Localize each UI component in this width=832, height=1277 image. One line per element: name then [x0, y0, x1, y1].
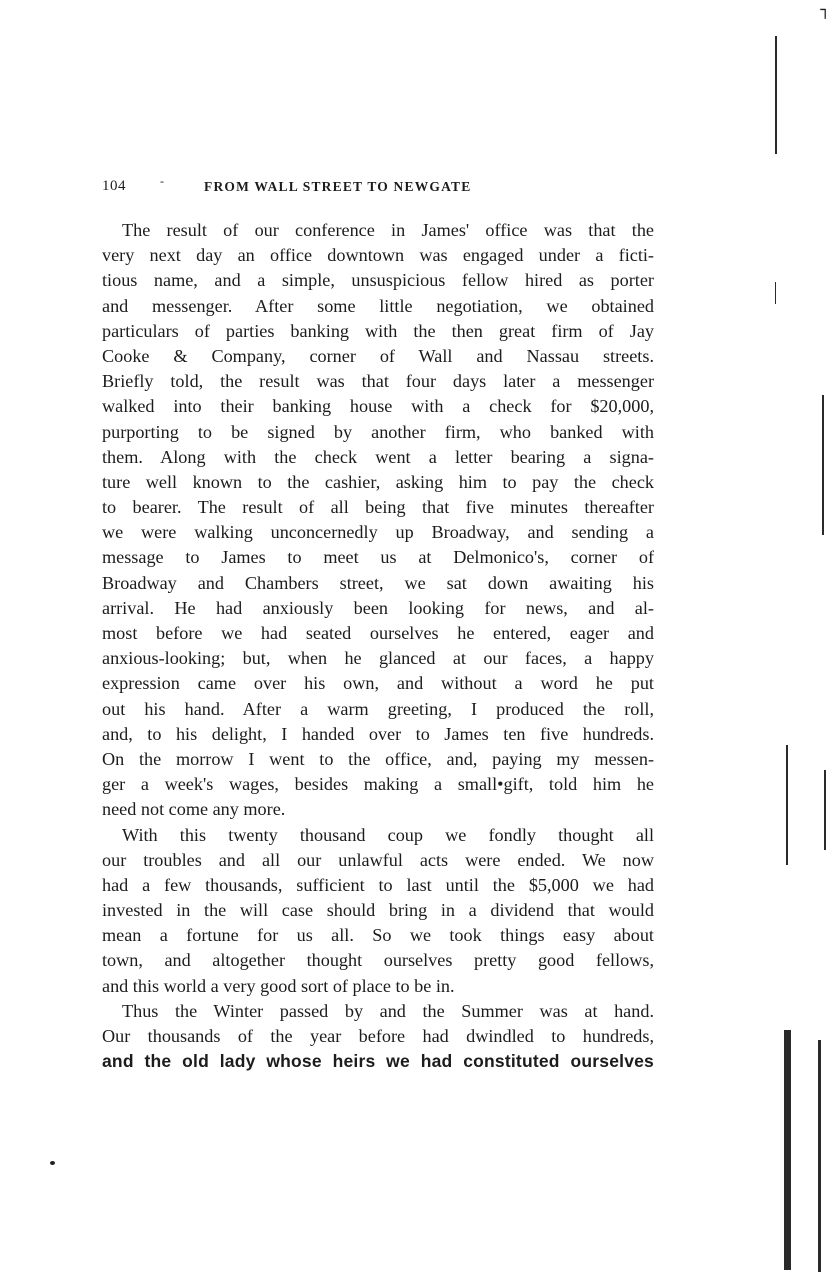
text-line: message to James to meet us at Delmonico's, corner of [102, 547, 654, 568]
binding-edge-line [775, 36, 777, 154]
binding-edge-line [784, 1030, 791, 1270]
page-header [102, 174, 654, 200]
header-mark: - [160, 174, 164, 188]
scan-speck [50, 1161, 55, 1165]
text-line: and the old lady whose heirs we had constituted ourselves [102, 1051, 654, 1072]
page-number: 104 [102, 178, 126, 194]
binding-edge-line [824, 770, 826, 850]
text-line: to bearer. The result of all being that five minutes thereafter [102, 497, 654, 518]
text-line: invested in the will case should bring in a dividend that would [102, 900, 654, 921]
text-line: arrival. He had anxiously been looking for news, and al- [102, 597, 654, 618]
text-line: need not come any more. [102, 799, 286, 820]
text-line: and, to his delight, I handed over to James ten five hundreds. [102, 723, 654, 744]
text-line: With this twenty thousand coup we fondly thought all [122, 824, 654, 845]
text-line: and this world a very good sort of place to be in. [102, 975, 455, 996]
text-line: particulars of parties banking with the then great firm of Jay [102, 320, 654, 341]
text-line: our troubles and all our unlawful acts were ended. We now [102, 849, 654, 870]
text-line: mean a fortune for us all. So we took things easy about [102, 925, 654, 946]
text-line: town, and altogether thought ourselves pretty good fellows, [102, 950, 654, 971]
binding-edge-line [822, 395, 824, 535]
binding-edge-line [818, 1040, 821, 1272]
body-text [102, 218, 654, 1074]
text-line: Cooke & Company, corner of Wall and Nassau streets. [102, 345, 654, 366]
text-line: very next day an office downtown was engaged under a ficti- [102, 245, 654, 266]
text-line: most before we had seated ourselves he entered, eager and [102, 623, 654, 643]
text-line: had a few thousands, sufficient to last until the $5,000 we had [102, 874, 654, 895]
text-line: walked into their banking house with a check for $20,000, [102, 396, 654, 417]
text-line: Our thousands of the year before had dwindled to hundreds, [102, 1026, 654, 1046]
text-line: The result of our conference in James' office was that the [122, 220, 654, 240]
text-line: Thus the Winter passed by and the Summer was at hand. [122, 1000, 654, 1021]
text-line: expression came over his own, and without a word he put [102, 673, 654, 694]
text-line: tious name, and a simple, unsuspicious fellow hired as porter [102, 270, 654, 291]
text-line: Broadway and Chambers street, we sat down awaiting his [102, 572, 654, 593]
text-line: On the morrow I went to the office, and, paying my messen- [102, 748, 654, 769]
scan-corner-mark: ┐ [820, 0, 830, 19]
text-line: we were walking unconcernedly up Broadway, and sending a [102, 522, 654, 543]
text-line: ture well known to the cashier, asking him to pay the check [102, 471, 654, 492]
text-line: them. Along with the check went a letter bearing a signa- [102, 446, 654, 467]
text-line: ger a week's wages, besides making a small•gift, told him he [102, 774, 654, 795]
binding-edge-line [775, 282, 776, 304]
text-line: Briefly told, the result was that four days later a messenger [102, 371, 654, 392]
text-line: anxious-looking; but, when he glanced at our faces, a happy [102, 648, 654, 669]
running-head: FROM WALL STREET TO NEWGATE [204, 179, 472, 194]
text-line: purporting to be signed by another firm, who banked with [102, 421, 654, 442]
binding-edge-line [786, 745, 788, 865]
text-line: out his hand. After a warm greeting, I produced the roll, [102, 698, 654, 719]
text-line: and messenger. After some little negotiation, we obtained [102, 295, 654, 316]
